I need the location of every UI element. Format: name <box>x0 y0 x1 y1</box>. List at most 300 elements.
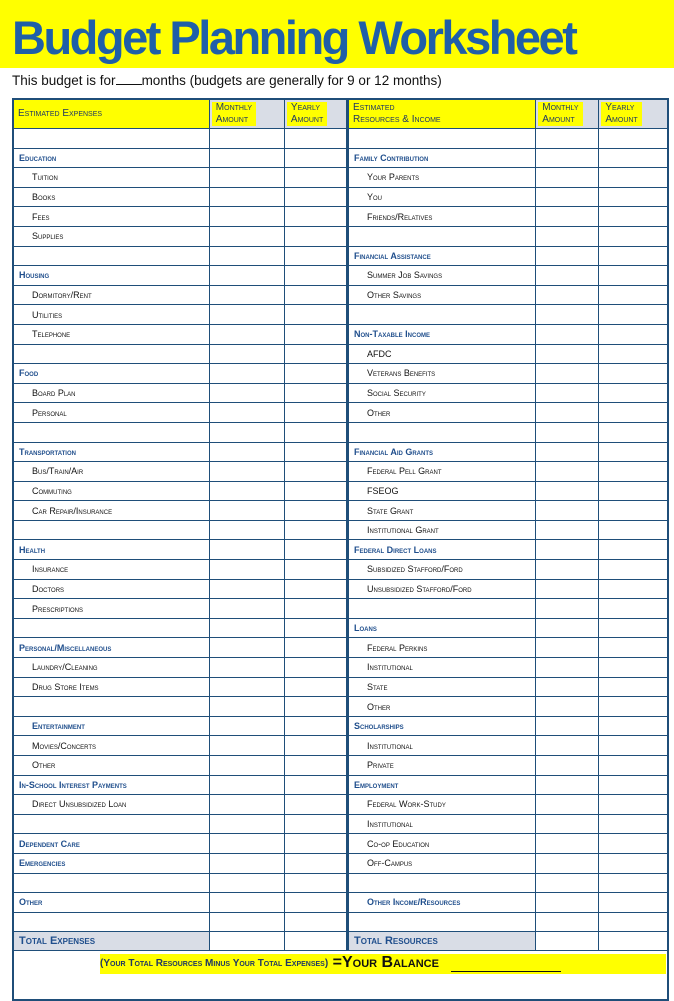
resource-label: Your Parents <box>348 168 536 188</box>
expense-label <box>13 912 209 932</box>
expense-yearly-cell[interactable] <box>284 148 347 168</box>
resource-label <box>348 305 536 325</box>
expense-label: Transportation <box>13 442 209 462</box>
resource-yearly-cell[interactable] <box>599 540 668 560</box>
resource-monthly-cell[interactable] <box>536 403 599 423</box>
expense-yearly-cell[interactable] <box>284 187 347 207</box>
expense-label: Commuting <box>13 481 209 501</box>
resource-label: FSEOG <box>348 481 536 501</box>
expense-yearly-cell[interactable] <box>284 324 347 344</box>
resource-monthly-cell[interactable] <box>536 814 599 834</box>
resource-label: Family Contribution <box>348 148 536 168</box>
expense-yearly-cell[interactable] <box>284 775 347 795</box>
resource-label: Co-op Education <box>348 834 536 854</box>
table-row <box>13 814 668 834</box>
expense-monthly-cell[interactable] <box>209 834 284 854</box>
expense-yearly-cell[interactable] <box>284 305 347 325</box>
expense-label: Entertainment <box>13 716 209 736</box>
resource-label: Institutional <box>348 814 536 834</box>
totals-row <box>13 932 668 951</box>
resource-yearly-cell[interactable] <box>599 462 668 482</box>
resource-label: Other <box>348 697 536 717</box>
resource-monthly-cell[interactable] <box>536 246 599 266</box>
resource-monthly-cell[interactable] <box>536 481 599 501</box>
resource-label: Other Income/Resources <box>348 893 536 913</box>
expense-label: Laundry/Cleaning <box>13 658 209 678</box>
expense-monthly-cell[interactable] <box>209 520 284 540</box>
resource-monthly-cell[interactable] <box>536 226 599 246</box>
resource-monthly-cell[interactable] <box>536 187 599 207</box>
expense-monthly-cell[interactable] <box>209 716 284 736</box>
table-row <box>13 285 668 305</box>
resource-monthly-cell[interactable] <box>536 834 599 854</box>
resource-monthly-cell[interactable] <box>536 207 599 227</box>
expense-monthly-cell[interactable] <box>209 756 284 776</box>
resource-yearly-cell[interactable] <box>599 618 668 638</box>
table-row <box>13 697 668 717</box>
expense-monthly-cell[interactable] <box>209 442 284 462</box>
expense-yearly-cell[interactable] <box>284 501 347 521</box>
resource-monthly-cell[interactable] <box>536 736 599 756</box>
resource-label: Non-Taxable Income <box>348 324 536 344</box>
table-row <box>13 834 668 854</box>
expense-monthly-cell[interactable] <box>209 599 284 619</box>
expense-monthly-cell[interactable] <box>209 540 284 560</box>
resource-monthly-cell[interactable] <box>536 658 599 678</box>
expense-monthly-cell[interactable] <box>209 266 284 286</box>
expense-monthly-cell[interactable] <box>209 873 284 893</box>
resource-yearly-cell[interactable] <box>599 736 668 756</box>
resource-monthly-cell[interactable] <box>536 501 599 521</box>
expense-label <box>13 246 209 266</box>
resource-monthly-cell[interactable] <box>536 442 599 462</box>
resource-label <box>348 912 536 932</box>
expense-monthly-cell[interactable] <box>209 129 284 149</box>
resource-monthly-cell[interactable] <box>536 148 599 168</box>
expense-yearly-cell[interactable] <box>284 383 347 403</box>
table-row <box>13 716 668 736</box>
expense-yearly-cell[interactable] <box>284 285 347 305</box>
table-row <box>13 540 668 560</box>
resource-monthly-cell[interactable] <box>536 775 599 795</box>
expense-label: Bus/Train/Air <box>13 462 209 482</box>
resource-yearly-cell[interactable] <box>599 246 668 266</box>
table-row <box>13 853 668 873</box>
estimated-expenses-header: Estimated Expenses <box>13 99 209 129</box>
expense-yearly-cell[interactable] <box>284 560 347 580</box>
resource-label: Veterans Benefits <box>348 364 536 384</box>
balance-blank-field[interactable] <box>451 957 561 972</box>
expense-label: Emergencies <box>13 853 209 873</box>
expense-label: Dormitory/Rent <box>13 285 209 305</box>
expense-monthly-cell[interactable] <box>209 168 284 188</box>
resource-monthly-cell[interactable] <box>536 912 599 932</box>
resource-monthly-cell[interactable] <box>536 344 599 364</box>
resource-yearly-cell[interactable] <box>599 168 668 188</box>
expense-monthly-cell[interactable] <box>209 462 284 482</box>
right-yearly-header-label: Yearly Amount <box>601 102 641 126</box>
resource-label: Institutional Grant <box>348 520 536 540</box>
table-row <box>13 560 668 580</box>
resource-label <box>348 422 536 442</box>
expense-yearly-cell[interactable] <box>284 129 347 149</box>
expense-yearly-cell[interactable] <box>284 442 347 462</box>
budget-period-suffix: months (budgets are generally for 9 or 12 months) <box>141 73 442 88</box>
resource-monthly-cell[interactable] <box>536 716 599 736</box>
resource-label: Friends/Relatives <box>348 207 536 227</box>
resource-label: Institutional <box>348 658 536 678</box>
expense-yearly-cell[interactable] <box>284 716 347 736</box>
expense-label: Prescriptions <box>13 599 209 619</box>
expense-label: Other <box>13 756 209 776</box>
total-resources-yearly-cell[interactable] <box>599 932 668 951</box>
expense-monthly-cell[interactable] <box>209 795 284 815</box>
resource-monthly-cell[interactable] <box>536 560 599 580</box>
resource-label: Scholarships <box>348 716 536 736</box>
expense-label: Board Plan <box>13 383 209 403</box>
total-expenses-monthly-cell[interactable] <box>209 932 284 951</box>
total-resources-monthly-cell[interactable] <box>536 932 599 951</box>
table-row <box>13 129 668 149</box>
table-row <box>13 912 668 932</box>
resource-yearly-cell[interactable] <box>599 364 668 384</box>
expense-monthly-cell[interactable] <box>209 697 284 717</box>
expense-label: Education <box>13 148 209 168</box>
left-monthly-header-label: Monthly Amount <box>212 102 256 126</box>
expense-monthly-cell[interactable] <box>209 187 284 207</box>
your-balance-label: =Your Balance <box>332 954 439 971</box>
right-monthly-header-label: Monthly Amount <box>538 102 582 126</box>
expense-monthly-cell[interactable] <box>209 736 284 756</box>
expense-label: Dependent Care <box>13 834 209 854</box>
expense-yearly-cell[interactable] <box>284 266 347 286</box>
expense-monthly-cell[interactable] <box>209 207 284 227</box>
resource-monthly-cell[interactable] <box>536 677 599 697</box>
expense-monthly-cell[interactable] <box>209 285 284 305</box>
expense-label: Books <box>13 187 209 207</box>
resource-yearly-cell[interactable] <box>599 266 668 286</box>
table-row <box>13 638 668 658</box>
resource-monthly-cell[interactable] <box>536 540 599 560</box>
resource-yearly-cell[interactable] <box>599 187 668 207</box>
expense-monthly-cell[interactable] <box>209 638 284 658</box>
expense-label: Fees <box>13 207 209 227</box>
expense-monthly-cell[interactable] <box>209 618 284 638</box>
expense-label: Personal <box>13 403 209 423</box>
table-row <box>13 383 668 403</box>
resource-monthly-cell[interactable] <box>536 364 599 384</box>
resource-label: Off-Campus <box>348 853 536 873</box>
expense-yearly-cell[interactable] <box>284 912 347 932</box>
resource-monthly-cell[interactable] <box>536 638 599 658</box>
expense-monthly-cell[interactable] <box>209 560 284 580</box>
expense-yearly-cell[interactable] <box>284 736 347 756</box>
table-row <box>13 266 668 286</box>
expense-yearly-cell[interactable] <box>284 618 347 638</box>
expense-yearly-cell[interactable] <box>284 364 347 384</box>
resource-label: State <box>348 677 536 697</box>
resource-yearly-cell[interactable] <box>599 383 668 403</box>
expense-yearly-cell[interactable] <box>284 599 347 619</box>
table-row <box>13 422 668 442</box>
table-row <box>13 873 668 893</box>
table-row <box>13 344 668 364</box>
resource-yearly-cell[interactable] <box>599 148 668 168</box>
expense-monthly-cell[interactable] <box>209 383 284 403</box>
resource-label: Other <box>348 403 536 423</box>
expense-monthly-cell[interactable] <box>209 912 284 932</box>
expense-label: Car Repair/Insurance <box>13 501 209 521</box>
resource-monthly-cell[interactable] <box>536 579 599 599</box>
resource-yearly-cell[interactable] <box>599 226 668 246</box>
estimated-resources-header: Estimated Resources & Income <box>348 99 536 129</box>
expense-yearly-cell[interactable] <box>284 638 347 658</box>
expense-label: Housing <box>13 266 209 286</box>
expense-yearly-cell[interactable] <box>284 481 347 501</box>
table-row <box>13 246 668 266</box>
resource-yearly-cell[interactable] <box>599 520 668 540</box>
expense-label <box>13 697 209 717</box>
table-row <box>13 481 668 501</box>
expense-yearly-cell[interactable] <box>284 658 347 678</box>
resource-monthly-cell[interactable] <box>536 462 599 482</box>
expense-yearly-cell[interactable] <box>284 853 347 873</box>
resource-monthly-cell[interactable] <box>536 599 599 619</box>
resource-yearly-cell[interactable] <box>599 442 668 462</box>
expense-monthly-cell[interactable] <box>209 658 284 678</box>
resource-monthly-cell[interactable] <box>536 129 599 149</box>
resource-monthly-cell[interactable] <box>536 756 599 776</box>
budget-period-line <box>12 72 442 88</box>
resource-monthly-cell[interactable] <box>536 520 599 540</box>
resource-label <box>348 599 536 619</box>
resource-monthly-cell[interactable] <box>536 324 599 344</box>
resource-yearly-cell[interactable] <box>599 756 668 776</box>
resource-yearly-cell[interactable] <box>599 560 668 580</box>
expense-yearly-cell[interactable] <box>284 814 347 834</box>
expense-label: Utilities <box>13 305 209 325</box>
left-monthly-amount-header <box>209 99 284 129</box>
resource-label: Institutional <box>348 736 536 756</box>
expense-label: Drug Store Items <box>13 677 209 697</box>
resource-yearly-cell[interactable] <box>599 775 668 795</box>
expense-label: Telephone <box>13 324 209 344</box>
budget-worksheet-table <box>12 98 669 1001</box>
expense-label <box>13 344 209 364</box>
expense-yearly-cell[interactable] <box>284 403 347 423</box>
expense-monthly-cell[interactable] <box>209 579 284 599</box>
resource-monthly-cell[interactable] <box>536 422 599 442</box>
table-row <box>13 305 668 325</box>
expense-monthly-cell[interactable] <box>209 246 284 266</box>
expense-monthly-cell[interactable] <box>209 853 284 873</box>
table-row <box>13 893 668 913</box>
resource-label: Federal Perkins <box>348 638 536 658</box>
resource-label: Federal Pell Grant <box>348 462 536 482</box>
expense-yearly-cell[interactable] <box>284 579 347 599</box>
resource-yearly-cell[interactable] <box>599 324 668 344</box>
resource-monthly-cell[interactable] <box>536 893 599 913</box>
expense-yearly-cell[interactable] <box>284 207 347 227</box>
resource-label: Financial Aid Grants <box>348 442 536 462</box>
table-row <box>13 324 668 344</box>
resource-yearly-cell[interactable] <box>599 305 668 325</box>
table-row <box>13 658 668 678</box>
expense-monthly-cell[interactable] <box>209 422 284 442</box>
resource-label: Employment <box>348 775 536 795</box>
right-monthly-amount-header <box>536 99 599 129</box>
budget-period-prefix: This budget is for <box>12 73 116 88</box>
expense-label: Direct Unsubsidized Loan <box>13 795 209 815</box>
table-row <box>13 775 668 795</box>
months-blank-field[interactable] <box>116 72 142 85</box>
balance-formula-text: (Your Total Resources Minus Your Total Expenses) <box>100 958 329 969</box>
expense-yearly-cell[interactable] <box>284 462 347 482</box>
resource-yearly-cell[interactable] <box>599 129 668 149</box>
expense-monthly-cell[interactable] <box>209 677 284 697</box>
expense-yearly-cell[interactable] <box>284 344 347 364</box>
resource-label <box>348 129 536 149</box>
expense-label <box>13 873 209 893</box>
resource-yearly-cell[interactable] <box>599 716 668 736</box>
expense-label: Supplies <box>13 226 209 246</box>
expense-label <box>13 520 209 540</box>
resource-yearly-cell[interactable] <box>599 579 668 599</box>
resource-monthly-cell[interactable] <box>536 795 599 815</box>
resource-label <box>348 226 536 246</box>
resource-yearly-cell[interactable] <box>599 658 668 678</box>
expense-monthly-cell[interactable] <box>209 893 284 913</box>
expense-yearly-cell[interactable] <box>284 677 347 697</box>
resource-yearly-cell[interactable] <box>599 912 668 932</box>
resource-yearly-cell[interactable] <box>599 834 668 854</box>
expense-monthly-cell[interactable] <box>209 403 284 423</box>
resource-label: Other Savings <box>348 285 536 305</box>
expense-label: Tuition <box>13 168 209 188</box>
resource-label: AFDC <box>348 344 536 364</box>
expense-monthly-cell[interactable] <box>209 324 284 344</box>
table-row <box>13 207 668 227</box>
expense-yearly-cell[interactable] <box>284 168 347 188</box>
resource-monthly-cell[interactable] <box>536 383 599 403</box>
expense-monthly-cell[interactable] <box>209 501 284 521</box>
total-expenses-label: Total Expenses <box>13 932 209 951</box>
resource-yearly-cell[interactable] <box>599 501 668 521</box>
total-expenses-yearly-cell[interactable] <box>284 932 347 951</box>
table-row <box>13 618 668 638</box>
expense-monthly-cell[interactable] <box>209 814 284 834</box>
resource-yearly-cell[interactable] <box>599 853 668 873</box>
resource-label: Social Security <box>348 383 536 403</box>
total-resources-label: Total Resources <box>348 932 536 951</box>
resource-yearly-cell[interactable] <box>599 677 668 697</box>
resource-yearly-cell[interactable] <box>599 697 668 717</box>
balance-formula <box>100 954 666 974</box>
resource-yearly-cell[interactable] <box>599 638 668 658</box>
expense-label <box>13 129 209 149</box>
expense-label: Insurance <box>13 560 209 580</box>
resource-label: Unsubsidized Stafford/Ford <box>348 579 536 599</box>
expense-monthly-cell[interactable] <box>209 481 284 501</box>
expense-yearly-cell[interactable] <box>284 893 347 913</box>
resource-label <box>348 873 536 893</box>
table-row <box>13 403 668 423</box>
resource-yearly-cell[interactable] <box>599 599 668 619</box>
right-yearly-amount-header <box>599 99 668 129</box>
expense-monthly-cell[interactable] <box>209 148 284 168</box>
expense-label: Health <box>13 540 209 560</box>
expense-monthly-cell[interactable] <box>209 226 284 246</box>
resource-monthly-cell[interactable] <box>536 285 599 305</box>
table-row <box>13 520 668 540</box>
resource-yearly-cell[interactable] <box>599 207 668 227</box>
table-row <box>13 579 668 599</box>
table-row <box>13 501 668 521</box>
table-row <box>13 677 668 697</box>
expense-monthly-cell[interactable] <box>209 344 284 364</box>
resource-monthly-cell[interactable] <box>536 873 599 893</box>
resource-label: State Grant <box>348 501 536 521</box>
expense-yearly-cell[interactable] <box>284 834 347 854</box>
expense-label: Personal/Miscellaneous <box>13 638 209 658</box>
table-row <box>13 364 668 384</box>
expense-monthly-cell[interactable] <box>209 305 284 325</box>
table-row <box>13 148 668 168</box>
expense-yearly-cell[interactable] <box>284 540 347 560</box>
expense-yearly-cell[interactable] <box>284 697 347 717</box>
expense-yearly-cell[interactable] <box>284 246 347 266</box>
resource-monthly-cell[interactable] <box>536 618 599 638</box>
resource-yearly-cell[interactable] <box>599 422 668 442</box>
expense-yearly-cell[interactable] <box>284 520 347 540</box>
expense-yearly-cell[interactable] <box>284 756 347 776</box>
expense-yearly-cell[interactable] <box>284 795 347 815</box>
title-band <box>0 0 674 68</box>
expense-monthly-cell[interactable] <box>209 364 284 384</box>
resource-yearly-cell[interactable] <box>599 893 668 913</box>
resource-yearly-cell[interactable] <box>599 285 668 305</box>
table-row <box>13 795 668 815</box>
expense-label: Movies/Concerts <box>13 736 209 756</box>
resource-label: Federal Work-Study <box>348 795 536 815</box>
resource-yearly-cell[interactable] <box>599 814 668 834</box>
resource-yearly-cell[interactable] <box>599 873 668 893</box>
resource-label: Financial Assistance <box>348 246 536 266</box>
expense-label: In-School Interest Payments <box>13 775 209 795</box>
expense-label: Doctors <box>13 579 209 599</box>
expense-yearly-cell[interactable] <box>284 422 347 442</box>
left-yearly-amount-header <box>284 99 347 129</box>
table-row <box>13 736 668 756</box>
expense-label: Other <box>13 893 209 913</box>
expense-label <box>13 814 209 834</box>
expense-monthly-cell[interactable] <box>209 775 284 795</box>
resource-yearly-cell[interactable] <box>599 403 668 423</box>
resource-monthly-cell[interactable] <box>536 266 599 286</box>
left-yearly-header-label: Yearly Amount <box>287 102 327 126</box>
resource-yearly-cell[interactable] <box>599 344 668 364</box>
resource-label: You <box>348 187 536 207</box>
resource-monthly-cell[interactable] <box>536 853 599 873</box>
resource-label: Private <box>348 756 536 776</box>
resource-monthly-cell[interactable] <box>536 168 599 188</box>
expense-yearly-cell[interactable] <box>284 873 347 893</box>
resource-monthly-cell[interactable] <box>536 697 599 717</box>
resource-yearly-cell[interactable] <box>599 795 668 815</box>
resource-yearly-cell[interactable] <box>599 481 668 501</box>
expense-yearly-cell[interactable] <box>284 226 347 246</box>
resource-monthly-cell[interactable] <box>536 305 599 325</box>
